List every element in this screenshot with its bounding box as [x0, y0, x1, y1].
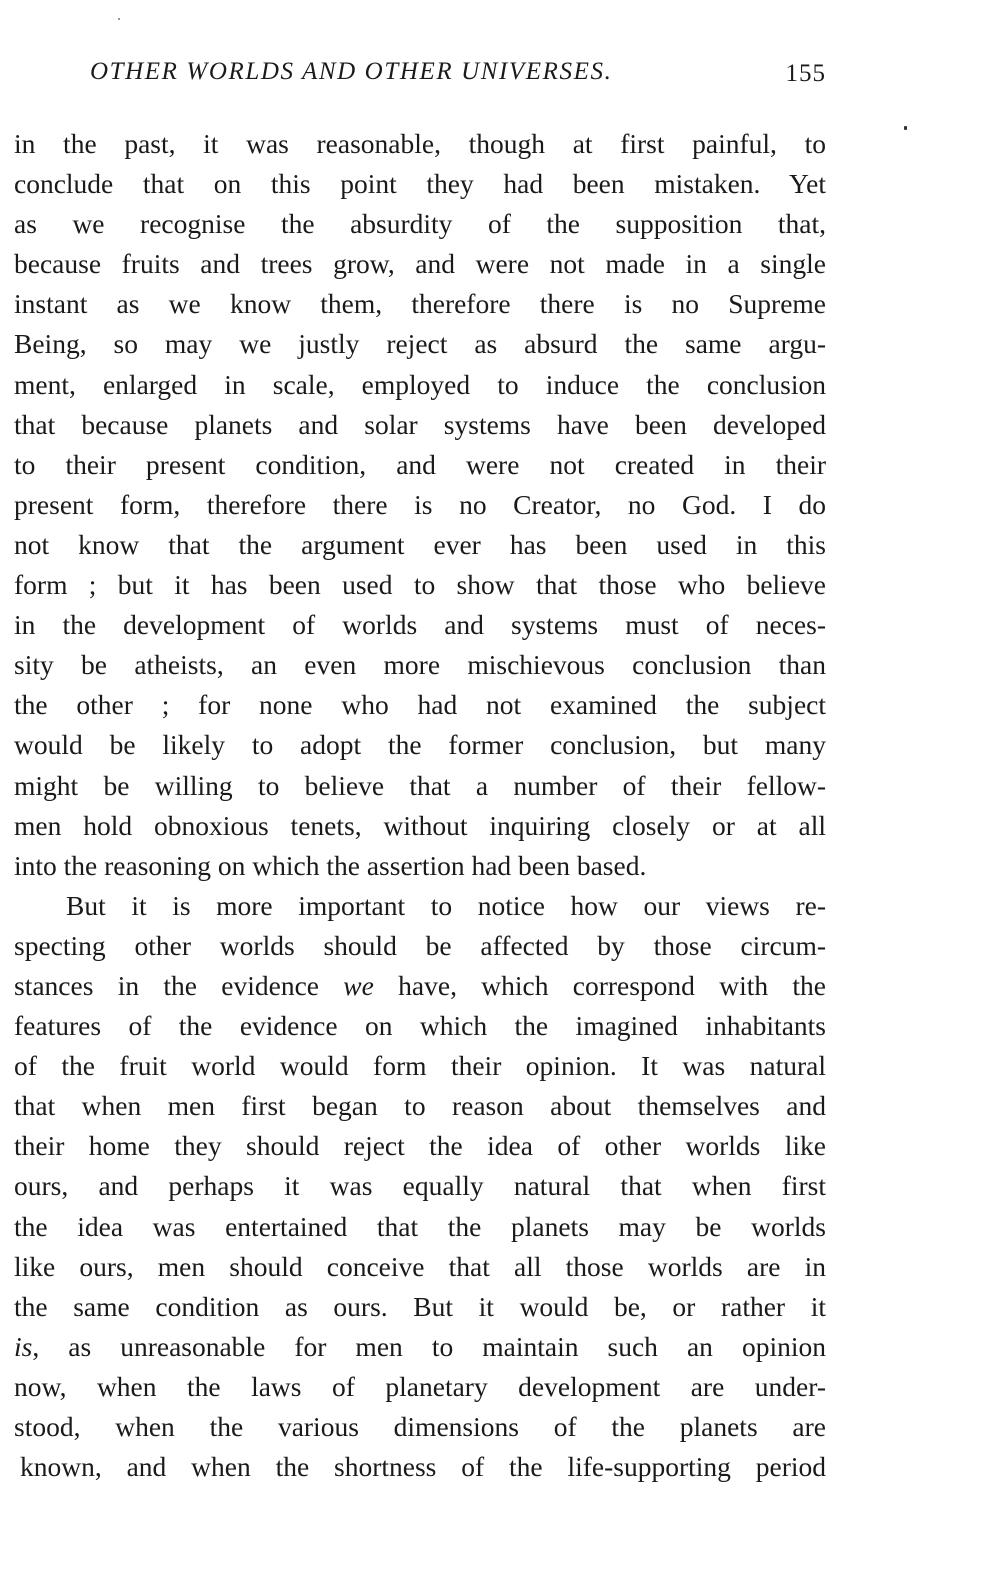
text-line: not know that the argument ever has been used in this — [14, 528, 826, 560]
text-line: now, when the laws of planetary development are under- — [14, 1370, 826, 1402]
text-line: stood, when the various dimensions of the planets are — [14, 1411, 826, 1442]
text-line: might be willing to believe that a number of their fellow- — [14, 769, 826, 801]
running-head — [14, 58, 826, 92]
text-line: in the past, it was reasonable, though at first painful, to — [14, 128, 826, 159]
text-line: the other ; for none who had not examined the subject — [14, 689, 826, 721]
scan-speck — [118, 18, 120, 20]
text-line: known, and when the shortness of the life-supporting period — [20, 1451, 826, 1483]
text-line: present form, therefore there is no Creator, no God. I do — [14, 488, 826, 520]
text-line: that when men first began to reason about themselves and — [14, 1090, 826, 1122]
italic-word: we — [343, 969, 374, 1001]
text-line: instant as we know them, therefore there is no Supreme — [14, 288, 826, 320]
text-line: sity be atheists, an even more mischievous conclusion than — [14, 649, 826, 681]
text-line: that because planets and solar systems have been developed — [14, 408, 826, 440]
text-line: features of the evidence on which the imagined inhabitants — [14, 1010, 826, 1042]
text-line: men hold obnoxious tenets, without inquiring closely or at all — [14, 809, 826, 841]
body-text — [14, 124, 826, 1487]
running-title: OTHER WORLDS AND OTHER UNIVERSES. — [90, 58, 613, 85]
text-line: would be likely to adopt the former conclusion, but many — [14, 729, 826, 761]
text-line: to their present condition, and were not created in their — [14, 448, 826, 480]
text-line: ment, enlarged in scale, employed to induce the conclusion — [14, 368, 826, 400]
text-line: in the development of worlds and systems must of neces- — [14, 609, 826, 641]
text-line: ours, and perhaps it was equally natural that when first — [14, 1170, 826, 1202]
text-line: their home they should reject the idea of other worlds like — [14, 1130, 826, 1162]
text-line: of the fruit world would form their opinion. It was natural — [14, 1050, 826, 1082]
text-line: stances in the evidence we have, which correspond with the — [14, 969, 826, 1001]
text-line: form ; but it has been used to show that those who believe — [14, 569, 826, 601]
text-line: as we recognise the absurdity of the supposition that, — [14, 208, 826, 240]
paragraph-end-line: into the reasoning on which the assertion had been based. — [14, 849, 647, 881]
page-number: 155 — [785, 60, 826, 87]
text-line: because fruits and trees grow, and were not made in a single — [14, 248, 826, 280]
text-line: conclude that on this point they had been mistaken. Yet — [14, 168, 826, 200]
text-line: specting other worlds should be affected by those circum- — [14, 929, 826, 961]
scan-speck — [904, 126, 907, 130]
text-line: is, as unreasonable for men to maintain such an opinion — [14, 1330, 826, 1362]
italic-word: is — [14, 1330, 33, 1362]
text-line: the same condition as ours. But it would be, or rather it — [14, 1290, 826, 1322]
paragraph-start-line: But it is more important to notice how our views re- — [66, 889, 826, 921]
text-line: the idea was entertained that the planets may be worlds — [14, 1210, 826, 1242]
text-line: Being, so may we justly reject as absurd the same argu- — [14, 328, 826, 360]
text-line: like ours, men should conceive that all those worlds are in — [14, 1250, 826, 1282]
